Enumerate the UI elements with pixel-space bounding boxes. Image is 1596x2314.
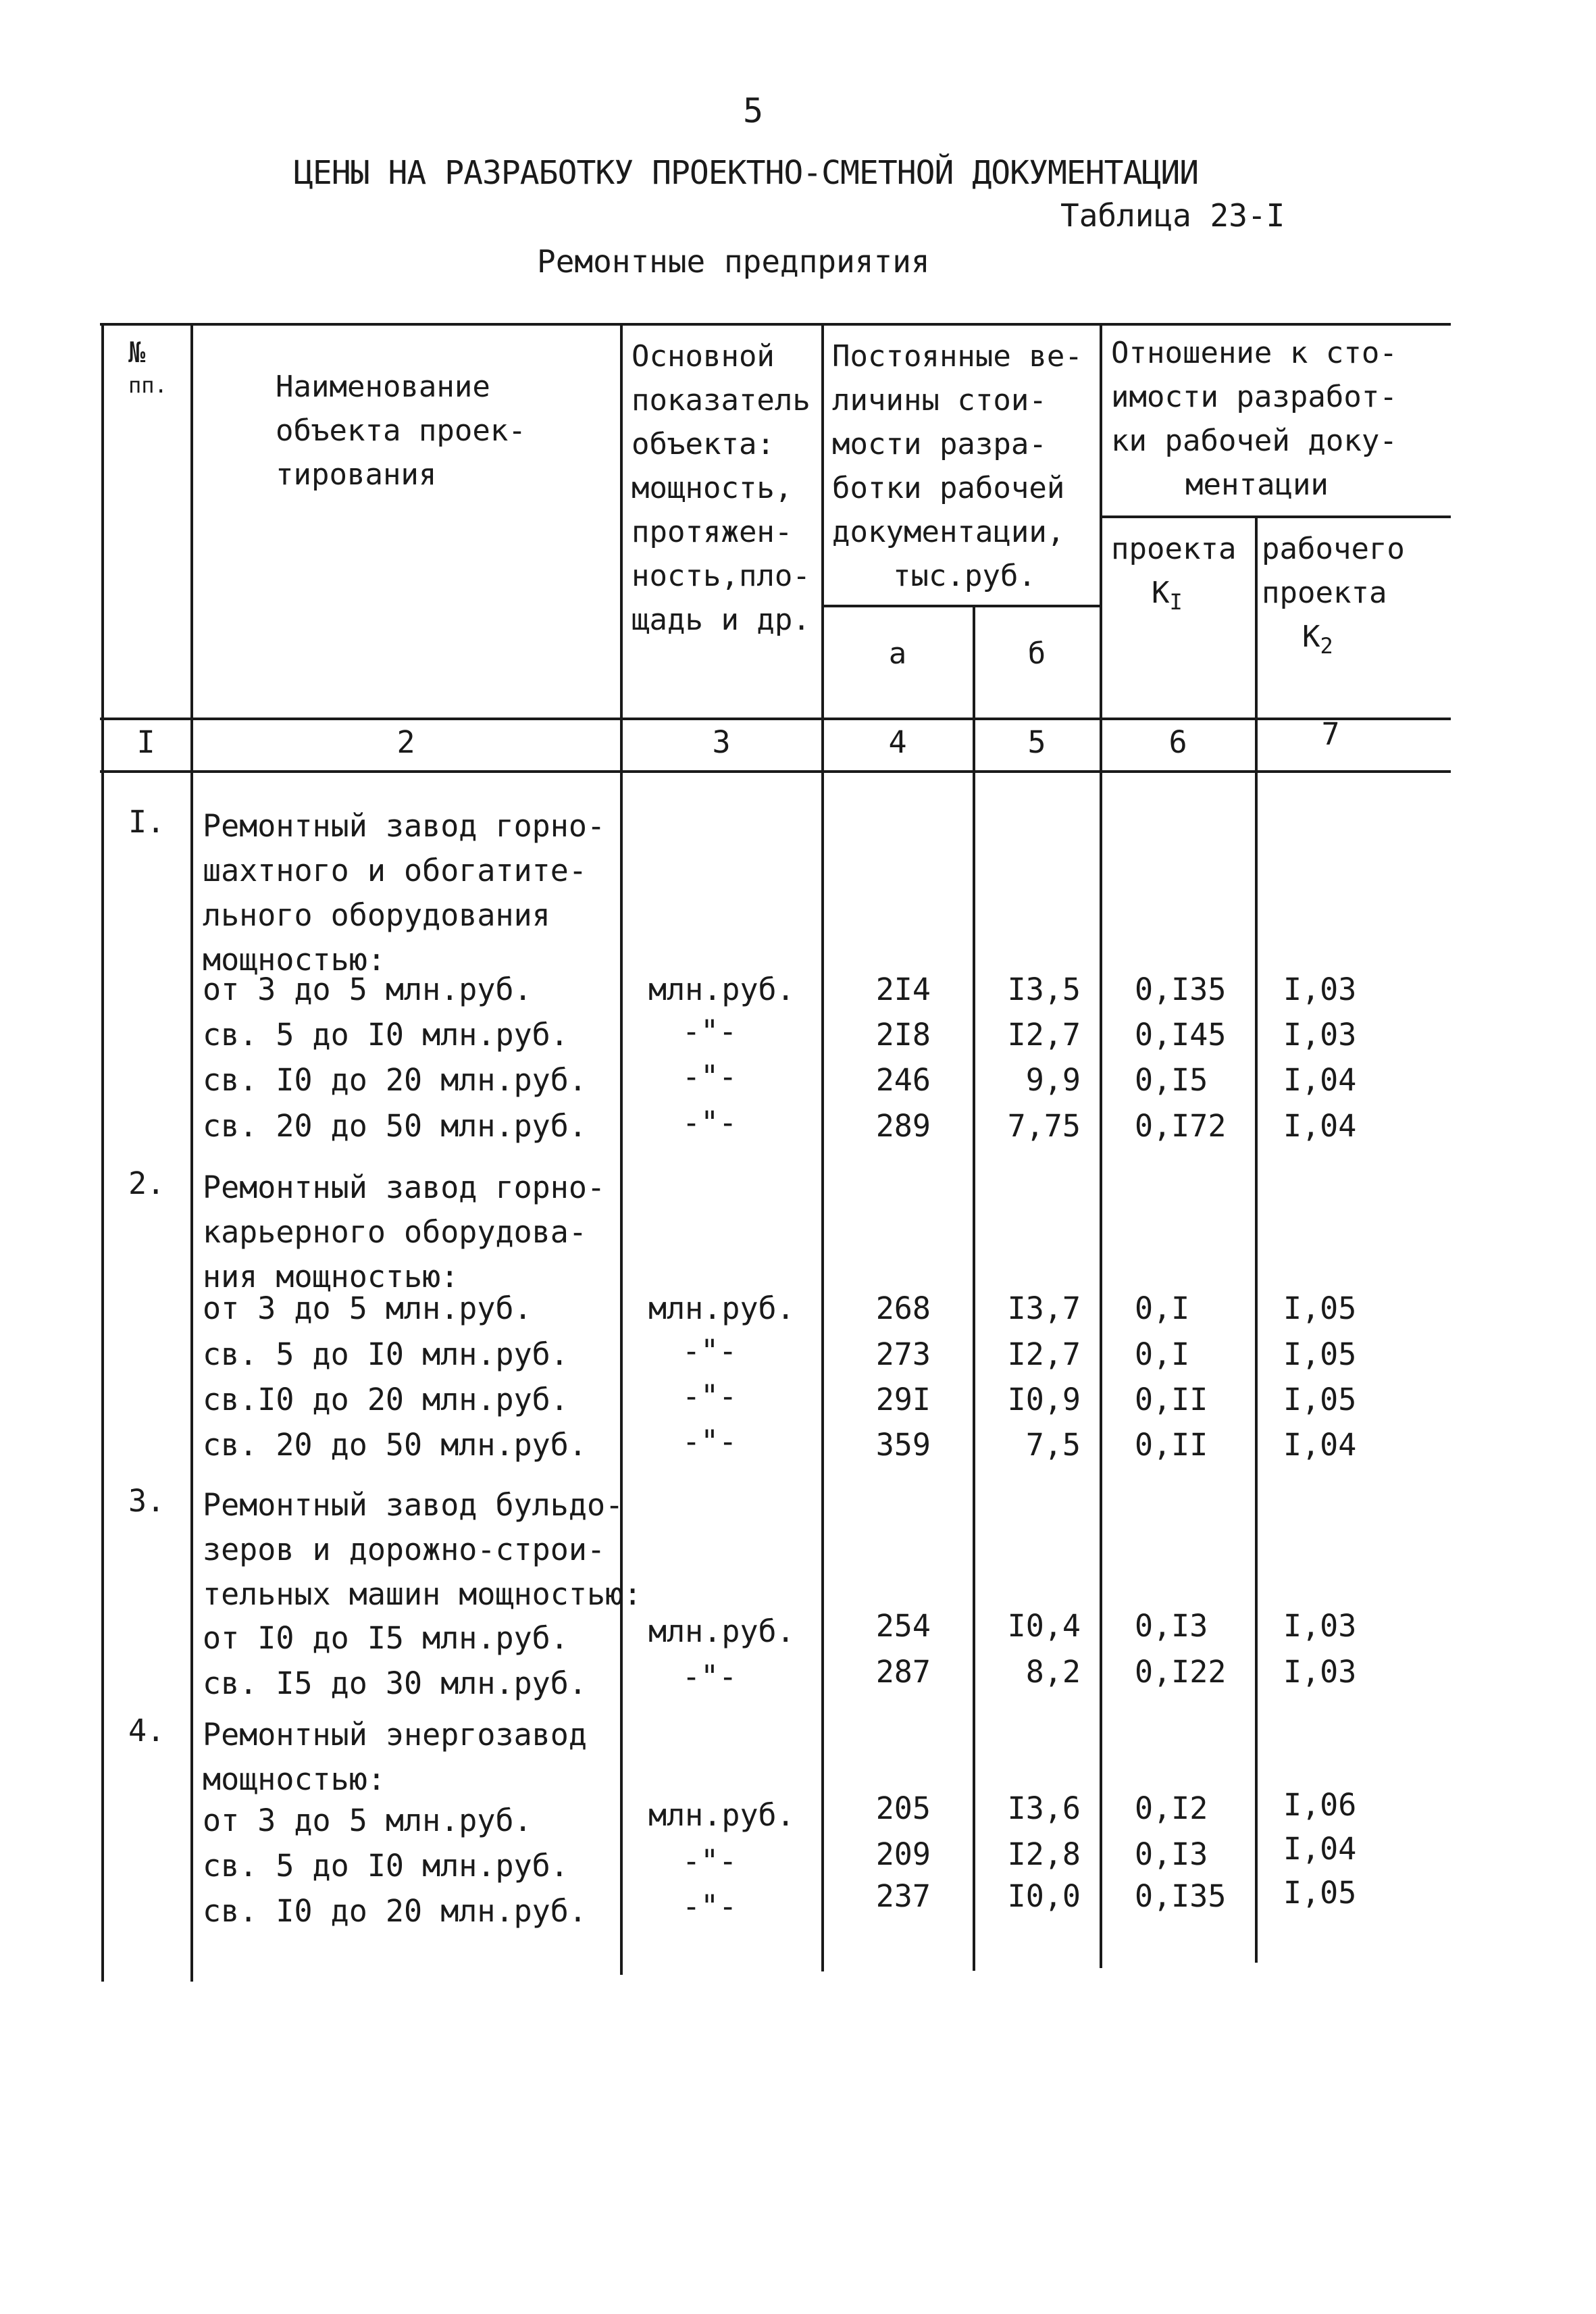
header-constant-values-line: тыс.руб. <box>893 559 1036 593</box>
header-object-name-line: Наименование <box>276 370 490 404</box>
row-value-k2: I,03 <box>1283 972 1357 1007</box>
row-name: св. 20 до 50 млн.руб. <box>203 1427 587 1463</box>
row-value-b: I3,6 <box>1007 1790 1081 1826</box>
row-value-k2: I,03 <box>1283 1608 1357 1644</box>
table-top-border <box>100 323 1451 326</box>
row-value-a: 268 <box>875 1290 931 1326</box>
section-number: 3. <box>128 1483 165 1519</box>
row-name: св.I0 до 20 млн.руб. <box>203 1382 569 1417</box>
row-unit: млн.руб. <box>648 1290 795 1326</box>
header-ratio-line: Отношение к сто- <box>1111 336 1397 370</box>
section-number: 2. <box>128 1165 165 1201</box>
row-name: св. 5 до I0 млн.руб. <box>203 1848 569 1884</box>
row-unit: млн.руб. <box>648 972 795 1007</box>
header-constant-values-line: мости разра- <box>832 427 1047 461</box>
row-value-k1: 0,I3 <box>1135 1608 1208 1644</box>
header-k2-subscript: 2 <box>1320 633 1333 659</box>
table-number: Таблица 23-I <box>1060 197 1285 234</box>
section-title <box>203 804 605 982</box>
section-title-line: Ремонтный завод бульдо- <box>203 1487 624 1523</box>
row-unit: -"- <box>682 1059 738 1095</box>
row-value-k1: 0,I3 <box>1135 1836 1208 1872</box>
header-k1-subscript: I <box>1169 589 1183 615</box>
header-main-indicator-line: протяжен- <box>632 515 793 549</box>
header-object-name <box>276 365 526 497</box>
row-value-a: 289 <box>875 1108 931 1144</box>
column-number: I <box>136 724 155 760</box>
row-value-a: 273 <box>875 1336 931 1372</box>
header-col-b: б <box>1027 636 1046 671</box>
header-col-number <box>128 336 168 401</box>
header-constant-values-line: Постоянные ве- <box>832 339 1083 374</box>
row-value-a: 2I4 <box>875 972 931 1007</box>
row-value-k2: I,03 <box>1283 1017 1357 1053</box>
header-constant-values <box>832 334 1083 598</box>
row-name: от 3 до 5 млн.руб. <box>203 1290 532 1326</box>
row-value-a: 205 <box>875 1790 931 1826</box>
row-name: св. 5 до I0 млн.руб. <box>203 1336 569 1372</box>
column-number: 6 <box>1168 724 1187 760</box>
row-value-k1: 0,I <box>1135 1336 1190 1372</box>
header-ratio <box>1111 331 1397 507</box>
row-unit: -"- <box>682 1888 738 1924</box>
row-value-k2: I,04 <box>1283 1427 1357 1463</box>
section-title-line: Ремонтный завод горно- <box>203 808 606 844</box>
row-unit: -"- <box>682 1843 738 1879</box>
header-ratio-line: имости разработ- <box>1111 380 1397 414</box>
row-value-k1: 0,I45 <box>1135 1017 1227 1053</box>
row-value-k1: 0,I22 <box>1135 1654 1227 1690</box>
row-value-k2: I,03 <box>1283 1654 1357 1690</box>
row-unit: млн.руб. <box>648 1613 795 1649</box>
header-col-number-line: пп. <box>128 372 168 398</box>
header-ratio-line: ментации <box>1185 468 1329 502</box>
row-name: от I0 до I5 млн.руб. <box>203 1620 569 1656</box>
section-title-line: льного оборудования <box>203 897 550 933</box>
section-title-line: мощностью: <box>203 1761 386 1797</box>
row-value-a: 209 <box>875 1836 931 1872</box>
row-value-k1: 0,I72 <box>1135 1108 1227 1144</box>
header-k1 <box>1111 527 1236 624</box>
row-value-b: I3,7 <box>1007 1290 1081 1326</box>
header-col-a: а <box>888 636 907 671</box>
section-title-line: карьерного оборудова- <box>203 1214 587 1250</box>
page-number: 5 <box>743 91 764 130</box>
section-title-line: шахтного и обогатите- <box>203 853 587 888</box>
header-k2-symbol <box>1262 615 1405 668</box>
section-title <box>203 1483 642 1617</box>
header-object-name-line: объекта проек- <box>276 413 526 448</box>
header-k1-symbol <box>1111 571 1236 624</box>
header-sub-divider-ab <box>823 605 1100 607</box>
section-number: 4. <box>128 1713 165 1749</box>
row-value-a: 287 <box>875 1654 931 1690</box>
row-value-k1: 0,II <box>1135 1427 1208 1463</box>
row-value-k1: 0,I35 <box>1135 972 1227 1007</box>
column-number: 5 <box>1027 724 1046 760</box>
row-unit: -"- <box>682 1013 738 1049</box>
column-number: 2 <box>396 724 415 760</box>
row-unit: млн.руб. <box>648 1797 795 1833</box>
row-value-b: 7,75 <box>1007 1108 1081 1144</box>
section-title-line: зеров и дорожно-строи- <box>203 1532 606 1567</box>
header-constant-values-line: ботки рабочей <box>832 471 1065 505</box>
col-line-1 <box>190 323 193 1982</box>
row-unit: -"- <box>682 1424 738 1459</box>
row-name: св. 20 до 50 млн.руб. <box>203 1108 587 1144</box>
row-name: св. I0 до 20 млн.руб. <box>203 1893 587 1929</box>
header-k1-label: проекта <box>1111 532 1237 566</box>
header-main-indicator-line: показатель <box>632 383 810 418</box>
colnum-bottom-border <box>100 770 1451 773</box>
header-main-indicator-line: ность,пло- <box>632 559 810 593</box>
row-value-b: I0,9 <box>1007 1382 1081 1417</box>
row-unit: -"- <box>682 1105 738 1140</box>
row-value-b: 7,5 <box>1025 1427 1081 1463</box>
row-value-k1: 0,II <box>1135 1382 1208 1417</box>
row-value-k2: I,04 <box>1283 1831 1357 1867</box>
row-value-a: 254 <box>875 1608 931 1644</box>
section-title <box>203 1165 605 1299</box>
row-value-k1: 0,I5 <box>1135 1062 1208 1098</box>
header-col-number-line: № <box>128 336 146 369</box>
row-value-k2: I,04 <box>1283 1062 1357 1098</box>
row-name: св. I0 до 20 млн.руб. <box>203 1062 587 1098</box>
row-value-k2: I,05 <box>1283 1290 1357 1326</box>
header-main-indicator-line: щадь и др. <box>632 603 810 637</box>
header-bottom-border <box>100 718 1451 720</box>
header-main-indicator-line: объекта: <box>632 427 775 461</box>
row-unit: -"- <box>682 1333 738 1369</box>
col-line-4 <box>973 606 975 1971</box>
section-title-line: ния мощностью: <box>203 1259 459 1294</box>
row-unit: -"- <box>682 1378 738 1414</box>
column-number: 7 <box>1321 716 1340 752</box>
row-name: от 3 до 5 млн.руб. <box>203 1803 532 1838</box>
row-value-k1: 0,I <box>1135 1290 1190 1326</box>
table-subtitle: Ремонтные предприятия <box>537 243 930 280</box>
column-number: 3 <box>712 724 731 760</box>
row-value-k2: I,06 <box>1283 1787 1357 1823</box>
row-value-a: 29I <box>875 1382 931 1417</box>
row-name: от 3 до 5 млн.руб. <box>203 972 532 1007</box>
row-value-k2: I,05 <box>1283 1382 1357 1417</box>
header-k2 <box>1262 527 1405 668</box>
header-constant-values-line: документации, <box>832 515 1065 549</box>
row-value-a: 237 <box>875 1878 931 1914</box>
row-value-a: 246 <box>875 1062 931 1098</box>
row-value-b: I0,0 <box>1007 1878 1081 1914</box>
col-line-3 <box>821 323 824 1971</box>
section-title-line: Ремонтный завод горно- <box>203 1169 606 1205</box>
header-main-indicator-line: Основной <box>632 339 775 374</box>
col-line-0 <box>101 323 104 1982</box>
col-line-5 <box>1100 323 1102 1968</box>
section-title-line: тельных машин мощностью: <box>203 1576 642 1612</box>
row-value-b: 8,2 <box>1025 1654 1081 1690</box>
header-k2-label: рабочего <box>1262 532 1405 566</box>
header-main-indicator-line: мощность, <box>632 471 793 505</box>
row-unit: -"- <box>682 1659 738 1694</box>
row-value-b: I2,8 <box>1007 1836 1081 1872</box>
row-name: св. 5 до I0 млн.руб. <box>203 1017 569 1053</box>
row-name: св. I5 до 30 млн.руб. <box>203 1665 587 1701</box>
section-title-line: мощностью: <box>203 942 386 978</box>
row-value-k2: I,04 <box>1283 1108 1357 1144</box>
header-main-indicator <box>632 334 810 642</box>
header-object-name-line: тирования <box>276 457 437 492</box>
header-k2-label: проекта <box>1262 576 1387 610</box>
row-value-k1: 0,I2 <box>1135 1790 1208 1826</box>
row-value-b: I2,7 <box>1007 1017 1081 1053</box>
row-value-b: I2,7 <box>1007 1336 1081 1372</box>
section-title <box>203 1713 587 1802</box>
col-line-2 <box>620 323 623 1975</box>
row-value-a: 2I8 <box>875 1017 931 1053</box>
row-value-k2: I,05 <box>1283 1336 1357 1372</box>
header-constant-values-line: личины стои- <box>832 383 1047 418</box>
row-value-k1: 0,I35 <box>1135 1878 1227 1914</box>
row-value-k2: I,05 <box>1283 1875 1357 1911</box>
row-value-b: I3,5 <box>1007 972 1081 1007</box>
header-k1-letter: К <box>1152 576 1170 610</box>
header-sub-divider-k <box>1100 515 1451 518</box>
header-k2-letter: К <box>1302 620 1320 654</box>
section-number: I. <box>128 804 165 840</box>
row-value-b: 9,9 <box>1025 1062 1081 1098</box>
section-title-line: Ремонтный энергозавод <box>203 1717 587 1753</box>
header-ratio-line: ки рабочей доку- <box>1111 424 1397 458</box>
row-value-a: 359 <box>875 1427 931 1463</box>
row-value-b: I0,4 <box>1007 1608 1081 1644</box>
column-number: 4 <box>888 724 907 760</box>
document-title: ЦЕНЫ НА РАЗРАБОТКУ ПРОЕКТНО-СМЕТНОЙ ДОКУМЕНТАЦИИ <box>294 154 1199 192</box>
